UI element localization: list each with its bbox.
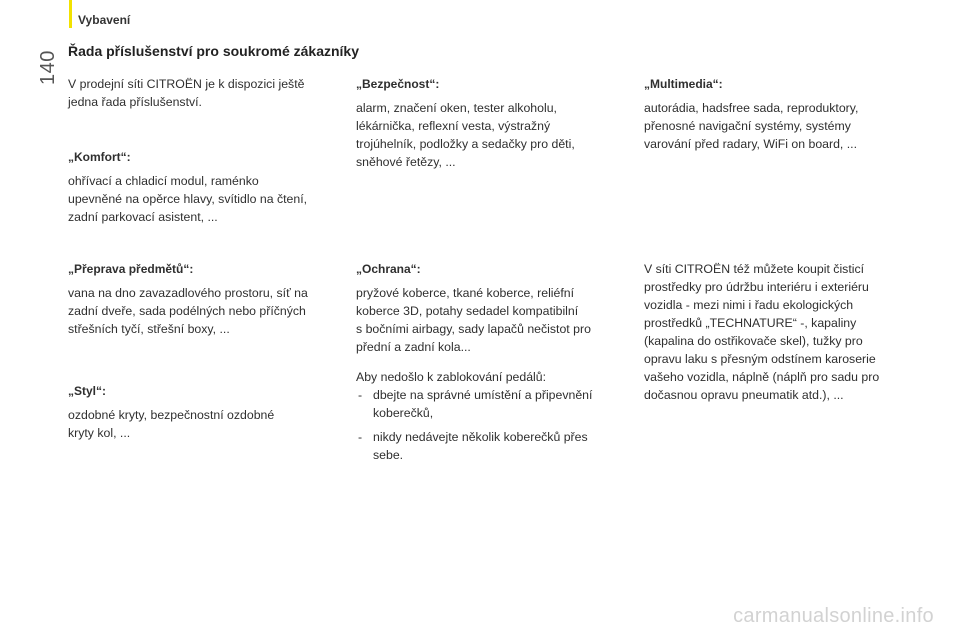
cleaning-line: (kapalina do ostřikovače skel), tužky pro — [644, 334, 863, 348]
section-label: Vybavení — [78, 13, 131, 27]
preprava-section — [68, 260, 323, 338]
ochrana-section — [356, 260, 624, 470]
section-accent-bar — [69, 0, 72, 28]
cleaning-line: vašeho vozidla, náplně (náplň pro sadu pro — [644, 370, 880, 384]
komfort-section — [68, 148, 323, 226]
komfort-heading: „Komfort“: — [68, 150, 131, 164]
bezpecnost-line: lékárnička, reflexní vesta, výstražný — [356, 119, 551, 133]
intro-paragraph — [68, 75, 323, 111]
preprava-line: střešních tyčí, střešní boxy, ... — [68, 322, 230, 336]
list-item-line: - dbejte na správné umístění a připevnění — [373, 388, 593, 402]
styl-line: kryty kol, ... — [68, 426, 131, 440]
bezpecnost-line: trojúhelník, podložky a sedačky pro děti, — [356, 137, 575, 151]
styl-section — [68, 382, 323, 442]
styl-line: ozdobné kryty, bezpečnostní ozdobné — [68, 408, 275, 422]
bezpecnost-heading: „Bezpečnost“: — [356, 77, 440, 91]
page-number: 140 — [36, 50, 59, 85]
bezpecnost-section — [356, 75, 611, 171]
intro-line: V prodejní síti CITROËN je k dispozici ještě — [68, 77, 305, 91]
ochrana-line: přední a zadní kola... — [356, 340, 471, 354]
cleaning-line: opravu laku s přesným odstínem karoserie — [644, 352, 876, 366]
multimedia-section — [644, 75, 914, 153]
cleaning-line: dočasnou opravu pneumatik atd.), ... — [644, 388, 844, 402]
multimedia-heading: „Multimedia“: — [644, 77, 723, 91]
list-item-line: sebe. — [373, 448, 404, 462]
ochrana-line: pryžové koberce, tkané koberce, reliéfní — [356, 286, 575, 300]
komfort-line: zadní parkovací asistent, ... — [68, 210, 218, 224]
cleaning-line: prostředků „TECHNATURE“ -, kapaliny — [644, 316, 857, 330]
ochrana-line: s bočními airbagy, sady lapačů nečistot pro — [356, 322, 591, 336]
pedal-warning-intro: Aby nedošlo k zablokování pedálů: — [356, 370, 547, 384]
intro-line: jedna řada příslušenství. — [68, 95, 202, 109]
bezpecnost-line: alarm, značení oken, tester alkoholu, — [356, 101, 557, 115]
list-item — [356, 428, 624, 464]
preprava-line: zadní dveře, sada podélných nebo příčných — [68, 304, 306, 318]
komfort-line: upevněné na opěrce hlavy, svítidlo na čtení, — [68, 192, 308, 206]
cleaning-line: prostředky pro údržbu interiéru i exteriéru — [644, 280, 869, 294]
watermark: carmanualsonline.info — [733, 605, 934, 627]
list-item — [356, 386, 624, 422]
komfort-line: ohřívací a chladicí modul, raménko — [68, 174, 259, 188]
multimedia-line: autorádia, hadsfree sada, reproduktory, — [644, 101, 859, 115]
bezpecnost-line: sněhové řetězy, ... — [356, 155, 456, 169]
cleaning-line: V síti CITROËN též můžete koupit čisticí — [644, 262, 865, 276]
cleaning-paragraph — [644, 260, 919, 404]
multimedia-line: varování před radary, WiFi on board, ... — [644, 137, 858, 151]
cleaning-line: vozidla - mezi nimi i řadu ekologických — [644, 298, 854, 312]
preprava-line: vana na dno zavazadlového prostoru, síť na — [68, 286, 308, 300]
page-title: Řada příslušenství pro soukromé zákazníky — [68, 43, 359, 59]
ochrana-heading: „Ochrana“: — [356, 262, 421, 276]
ochrana-line: koberce 3D, potahy sedadel kompatibilní — [356, 304, 579, 318]
preprava-heading: „Přeprava předmětů“: — [68, 262, 194, 276]
styl-heading: „Styl“: — [68, 384, 107, 398]
multimedia-line: přenosné navigační systémy, systémy — [644, 119, 851, 133]
list-item-line: koberečků, — [373, 406, 434, 420]
pedal-warning-list — [356, 386, 624, 464]
list-item-line: - nikdy nedávejte několik koberečků přes — [373, 430, 588, 444]
